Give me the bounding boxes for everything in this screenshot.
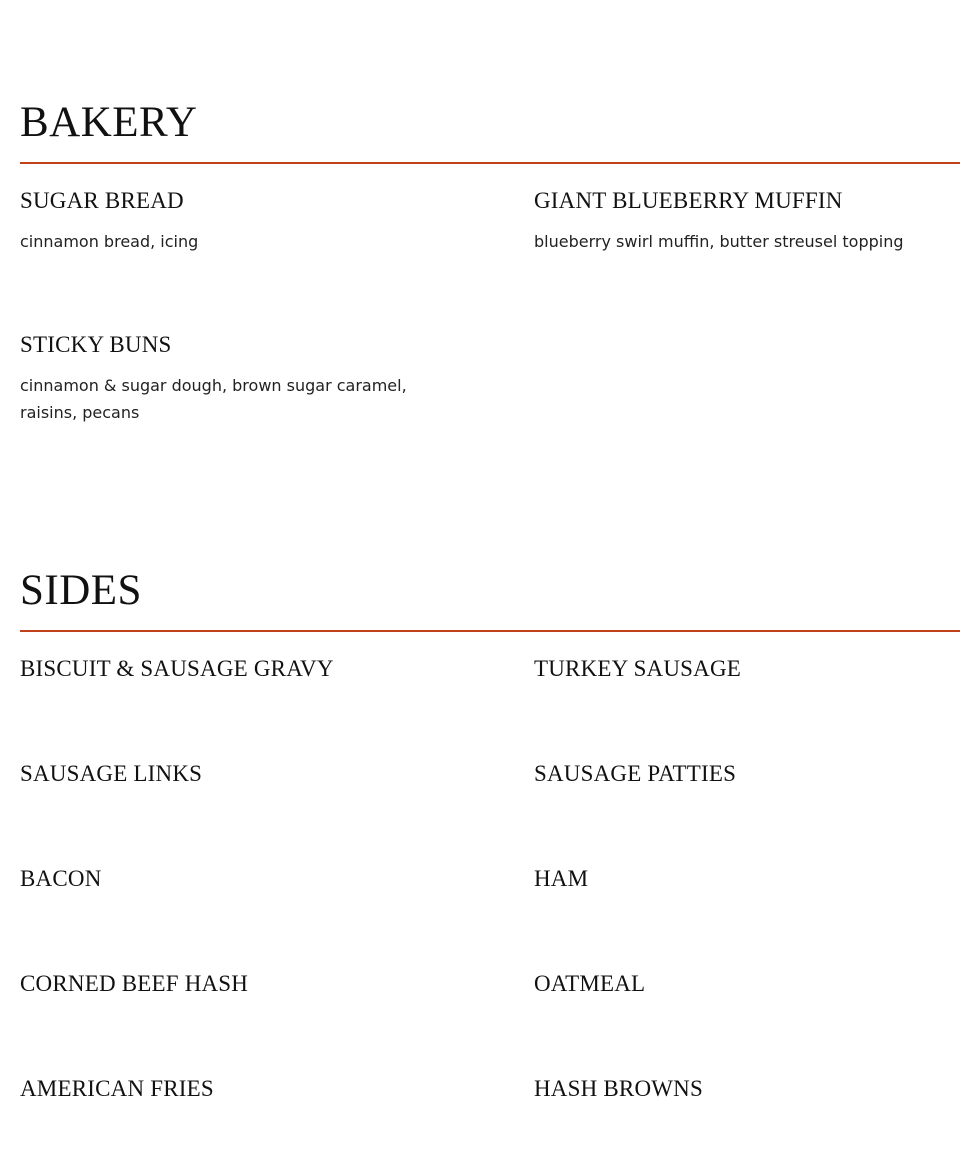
item-name: OATMEAL [534,971,646,996]
menu-item-biscuit-sausage-gravy [20,656,440,682]
item-name: CORNED BEEF HASH [20,971,249,996]
item-name: HAM [534,866,589,891]
menu-item-bacon [20,866,440,892]
menu-item-sausage-patties [534,761,954,787]
item-name: GIANT BLUEBERRY MUFFIN [534,188,843,213]
menu-item-sausage-links [20,761,440,787]
item-description: cinnamon & sugar dough, brown sugar caramel, raisins, pecans [20,376,407,422]
item-name: SAUSAGE LINKS [20,761,203,786]
menu-item-turkey-sausage [534,656,954,682]
item-name: STICKY BUNS [20,332,172,357]
menu-item-sugar-bread [20,188,440,255]
section-title-bakery: BAKERY [20,99,198,146]
item-name: AMERICAN FRIES [20,1076,214,1101]
item-name: SUGAR BREAD [20,188,184,213]
item-name: BACON [20,866,102,891]
item-name: SAUSAGE PATTIES [534,761,737,786]
menu-item-corned-beef-hash [20,971,440,997]
section-divider [20,630,960,632]
menu-item-ham [534,866,954,892]
item-description: blueberry swirl muffin, butter streusel topping [534,232,904,251]
menu-item-giant-blueberry-muffin [534,188,954,255]
item-name: BISCUIT & SAUSAGE GRAVY [20,656,334,681]
menu-item-oatmeal [534,971,954,997]
menu-item-sticky-buns [20,332,420,426]
menu-item-american-fries [20,1076,440,1102]
item-description: cinnamon bread, icing [20,232,199,251]
bakery-section [20,0,960,480]
section-divider [20,162,960,164]
menu-item-hash-browns [534,1076,954,1102]
item-name: HASH BROWNS [534,1076,703,1101]
section-title-sides: SIDES [20,567,142,614]
item-name: TURKEY SAUSAGE [534,656,742,681]
